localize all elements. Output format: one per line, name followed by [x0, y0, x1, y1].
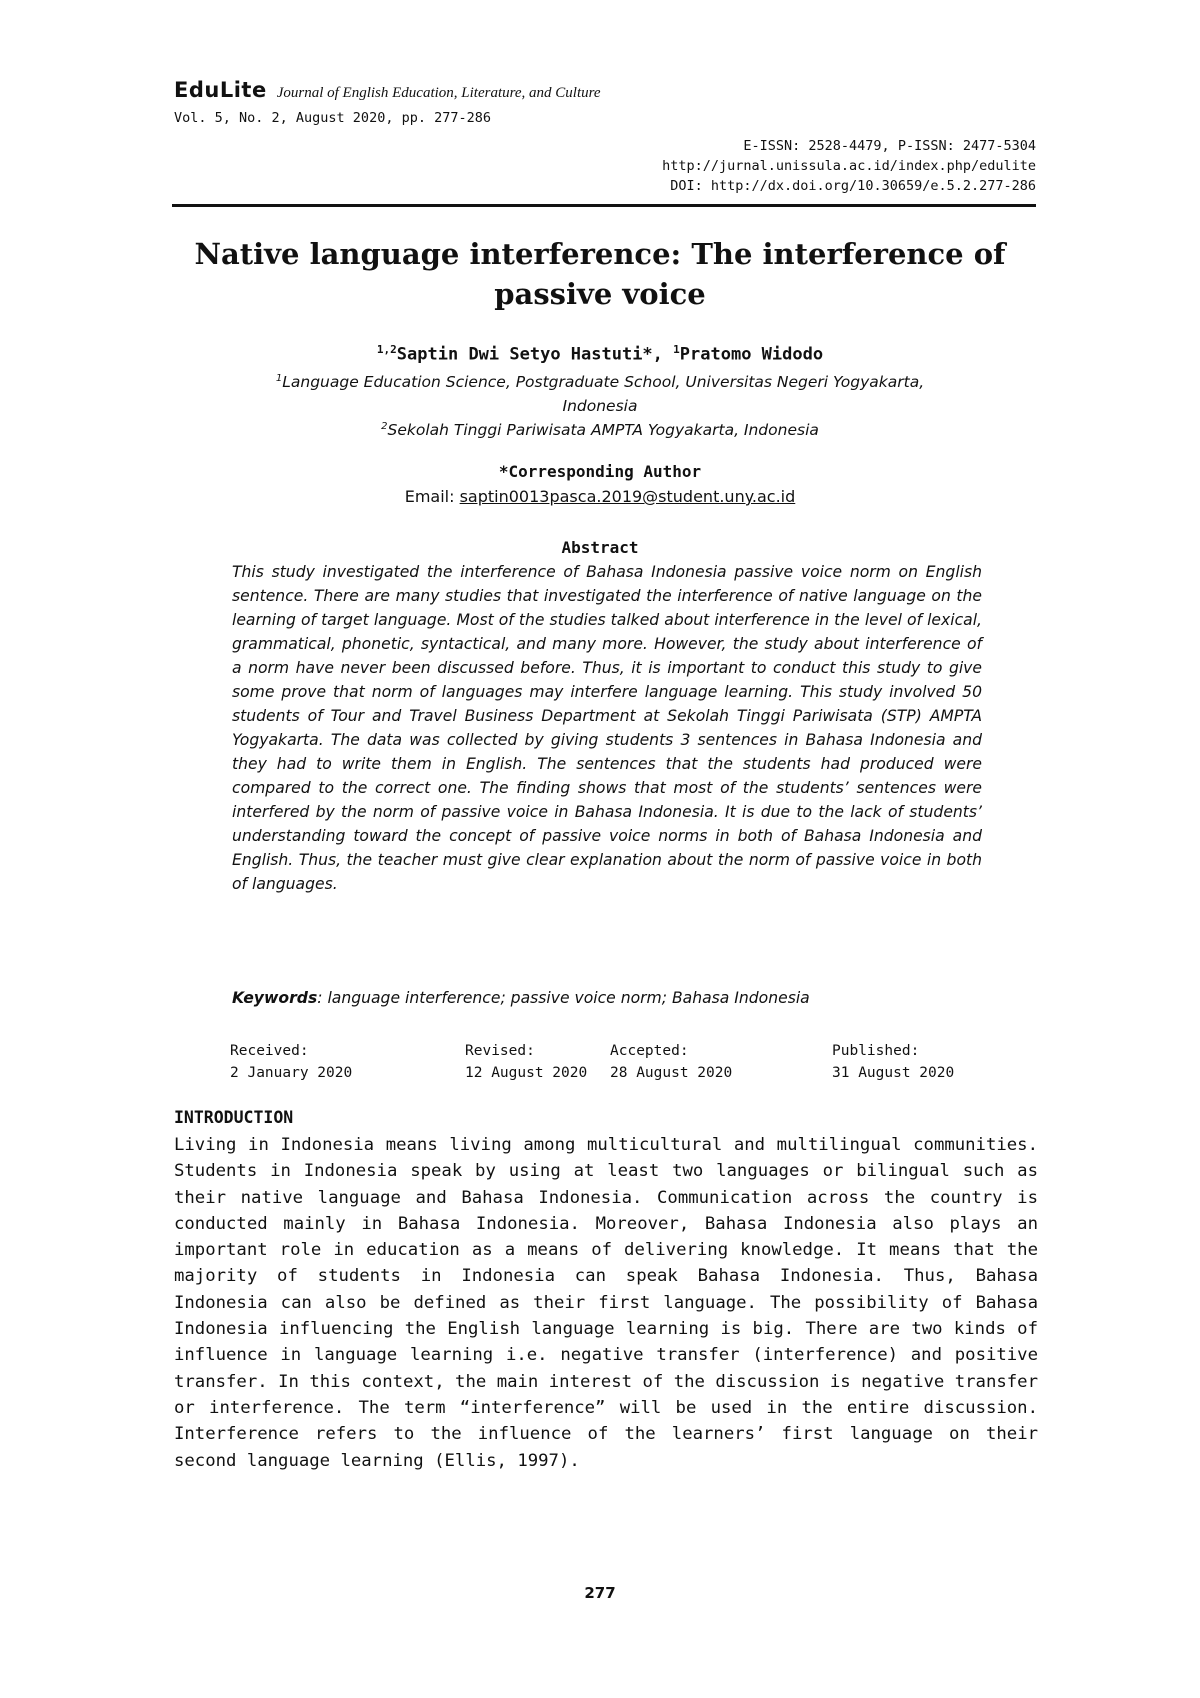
- issn-block: [662, 136, 1036, 196]
- author-1-affil-marker: 1,2: [376, 343, 397, 356]
- journal-name: Journal of English Education, Literature, and Culture: [276, 85, 601, 101]
- published-label: Published:: [832, 1043, 920, 1059]
- affiliation-1-text: Language Education Science, Postgraduate School, Universitas Negeri Yogyakarta,: [282, 373, 925, 392]
- author-list: [140, 343, 1060, 365]
- email-label: Email:: [404, 487, 455, 506]
- introduction-heading: INTRODUCTION: [174, 1108, 294, 1127]
- revised-label: Revised:: [465, 1043, 535, 1059]
- introduction-text: Living in Indonesia means living among multicultural and multilingual communities. Students in Indonesia speak by using at least two languages or bilingual such as their native language and Bahasa Indonesia. Communication across the country is conducted mainly in Bahasa Indonesia. Moreover, Bahasa Indonesia also plays an important role in education as a means of delivering knowledge. It means that the majority of students in Indonesia can speak Bahasa Indonesia. Thus, Bahasa Indonesia can also be defined as their first language. The possibility of Bahasa Indonesia influencing the English language learning is big. There are two kinds of influence in language learning i.e. negative transfer (interference) and positive transfer. In this context, the main interest of the discussion is negative transfer or interference. The term “interference” will be used in the entire discussion. Interference refers to the influence of the learners’ first language on their second language learning (Ellis, 1997).: [174, 1135, 1038, 1471]
- journal-header: [174, 78, 601, 102]
- author-2-affil-marker: 1: [673, 343, 680, 356]
- title-line-1: Native language interference: The interference of: [194, 237, 1006, 271]
- affiliation-1-marker: 1: [275, 373, 283, 384]
- accepted-value: 28 August 2020: [610, 1065, 733, 1081]
- journal-url[interactable]: http://jurnal.unissula.ac.id/index.php/edulite: [662, 158, 1036, 174]
- doi-line[interactable]: DOI: http://dx.doi.org/10.30659/e.5.2.277-286: [670, 178, 1036, 194]
- keywords-line: [232, 989, 992, 1007]
- abstract-text: This study investigated the interference of Bahasa Indonesia passive voice norm on English sentence. There are many studies that investigated the interference of native language on the learning of target language. Most of the studies talked about interference in the level of lexical, grammatical, phonetic, syntactical, and many more. However, the study about interference of a norm have never been discussed before. Thus, it is important to conduct this study to give some prove that norm of languages may interfere language learning. This study involved 50 students of Tour and Travel Business Department at Sekolah Tinggi Pariwisata (STP) AMPTA Yogyakarta. The data was collected by giving students 3 sentences in Bahasa Indonesia and they had to write them in English. The sentences that the students had produced were compared to the correct one. The finding shows that most of the students’ sentences were interfered by the norm of passive voice in Bahasa Indonesia. It is due to the lack of students’ understanding toward the concept of passive voice norms in both of Bahasa Indonesia and English. Thus, the teacher must give clear explanation about the norm of passive voice in both of languages.: [232, 563, 982, 893]
- header-divider: [172, 204, 1036, 207]
- paper-title: [140, 234, 1060, 314]
- volume-line: Vol. 5, No. 2, August 2020, pp. 277-286: [174, 110, 491, 126]
- title-line-2: passive voice: [494, 277, 706, 311]
- email-line: [140, 487, 1060, 506]
- corresponding-author-label: *Corresponding Author: [498, 462, 702, 481]
- affiliation-2-marker: 2: [381, 421, 388, 432]
- received-date: [230, 1040, 352, 1084]
- accepted-date: [610, 1040, 732, 1084]
- accepted-label: Accepted:: [610, 1043, 689, 1059]
- revised-value: 12 August 2020: [465, 1065, 588, 1081]
- received-label: Received:: [230, 1043, 309, 1059]
- issn-line: E-ISSN: 2528-4479, P-ISSN: 2477-5304: [743, 138, 1036, 154]
- page-number: 277: [584, 1584, 616, 1602]
- revised-date: [465, 1040, 587, 1084]
- keywords-text: : language interference; passive voice norm; Bahasa Indonesia: [317, 989, 810, 1007]
- affiliation-2: [200, 415, 1000, 442]
- published-date: [832, 1040, 954, 1084]
- email-link[interactable]: saptin0013pasca.2019@student.uny.ac.id: [459, 487, 796, 506]
- received-value: 2 January 2020: [230, 1065, 353, 1081]
- affiliation-1: [200, 367, 1000, 418]
- affiliation-2-text: Sekolah Tinggi Pariwisata AMPTA Yogyakarta, Indonesia: [387, 421, 819, 440]
- keywords-label: Keywords: [232, 989, 318, 1007]
- affiliation-1-country: Indonesia: [562, 397, 638, 416]
- published-value: 31 August 2020: [832, 1065, 955, 1081]
- abstract-heading: Abstract: [561, 538, 639, 557]
- journal-logo-text: EduLite: [174, 78, 267, 102]
- author-2-name: Pratomo Widodo: [679, 344, 824, 365]
- author-1-name: Saptin Dwi Setyo Hastuti*,: [396, 344, 663, 365]
